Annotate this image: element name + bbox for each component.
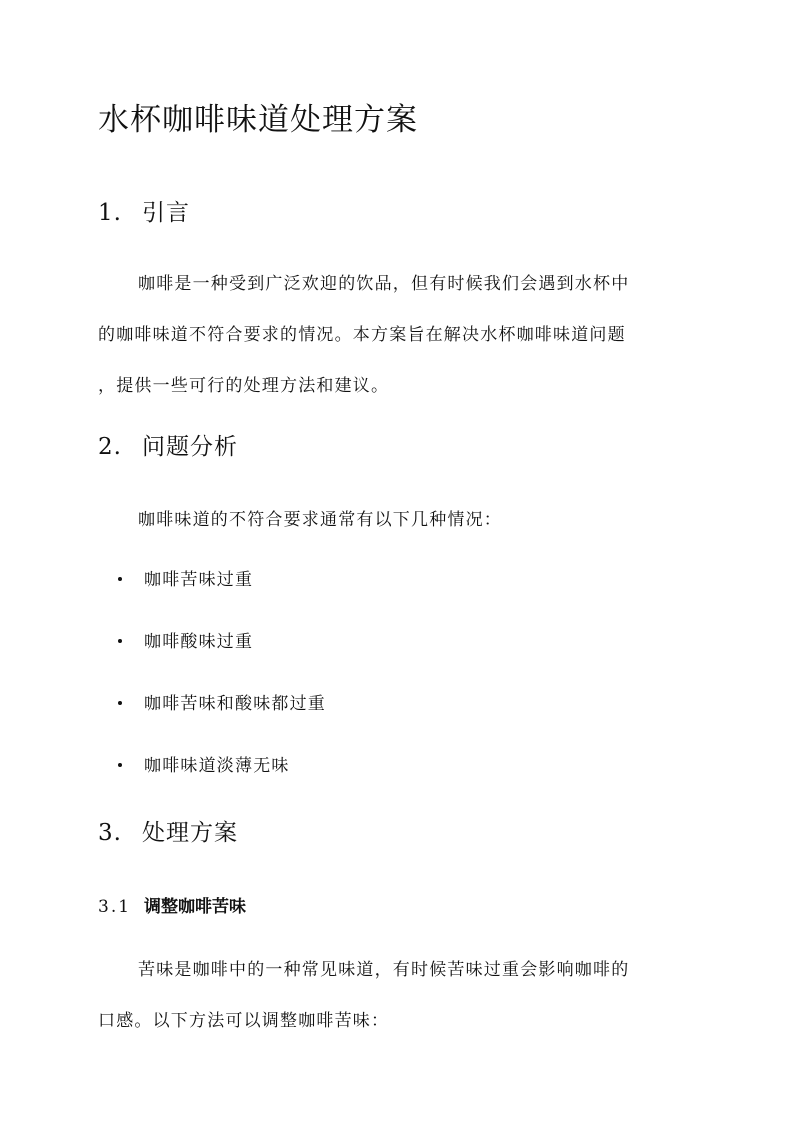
list-item: [118, 687, 326, 749]
subsection-title: 调整咖啡苦味: [144, 897, 246, 917]
section-number: 1.: [98, 200, 122, 226]
section-title: 处理方案: [142, 820, 238, 846]
paragraph-line: ，提供一些可行的处理方法和建议。: [98, 376, 390, 396]
section-heading-solution: [98, 816, 238, 850]
list-item-text: 咖啡苦味过重: [144, 570, 254, 590]
paragraph-line: 咖啡是一种受到广泛欢迎的饮品，但有时候我们会遇到水杯中: [138, 274, 630, 294]
section-heading-intro: [98, 196, 190, 230]
section-title: 问题分析: [142, 434, 238, 460]
bitterness-paragraph: [98, 945, 702, 1047]
paragraph-line: 口感。以下方法可以调整咖啡苦味：: [98, 1011, 390, 1031]
paragraph-line: 苦味是咖啡中的一种常见味道，有时候苦味过重会影响咖啡的: [138, 960, 630, 980]
paragraph-line: 咖啡味道的不符合要求通常有以下几种情况：: [138, 510, 502, 530]
paragraph-line: 的咖啡味道不符合要求的情况。本方案旨在解决水杯咖啡味道问题: [98, 325, 626, 345]
list-item: [118, 563, 326, 625]
subsection-number: 3.1: [98, 897, 132, 917]
bullet-icon: [118, 763, 122, 767]
section-number: 3.: [98, 820, 122, 846]
problem-list: [118, 563, 326, 811]
list-item-text: 咖啡苦味和酸味都过重: [144, 694, 326, 714]
bullet-icon: [118, 639, 122, 643]
list-item: [118, 749, 326, 811]
list-item-text: 咖啡酸味过重: [144, 632, 254, 652]
section-heading-analysis: [98, 430, 238, 464]
document-title: 水杯咖啡味道处理方案: [98, 102, 418, 138]
bullet-icon: [118, 577, 122, 581]
list-item-text: 咖啡味道淡薄无味: [144, 756, 290, 776]
intro-paragraph: [98, 259, 702, 412]
subsection-heading-bitterness: [98, 894, 246, 920]
bullet-icon: [118, 701, 122, 705]
section-number: 2.: [98, 434, 122, 460]
section-title: 引言: [142, 200, 190, 226]
analysis-intro: [98, 495, 702, 546]
list-item: [118, 625, 326, 687]
